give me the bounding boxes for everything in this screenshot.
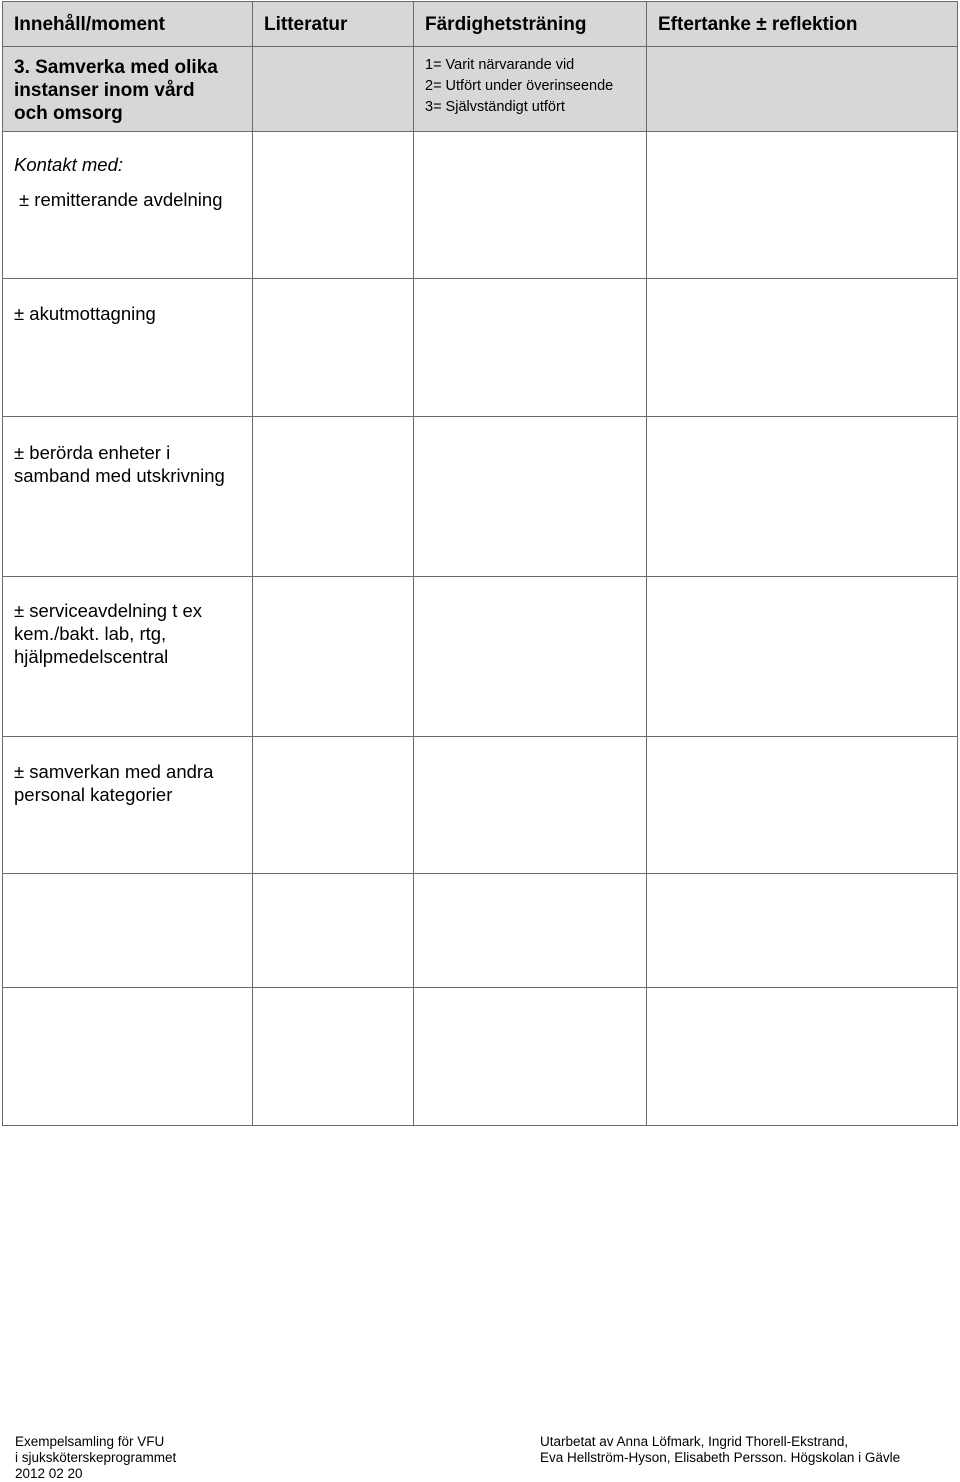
header-content: Innehåll/moment — [3, 2, 253, 47]
reflection-cell[interactable] — [647, 988, 958, 1126]
course-table — [2, 1, 958, 1126]
scale-level-2: 2= Utfört under överinseende — [425, 78, 614, 94]
literature-cell[interactable] — [253, 988, 414, 1126]
table-row-empty — [3, 988, 958, 1126]
scale-cell — [414, 47, 647, 132]
content-cell: ± berörda enheter i samband med utskrivning — [3, 417, 253, 577]
scale-level-1: 1= Varit närvarande vid — [425, 57, 575, 73]
table-row — [3, 577, 958, 737]
literature-cell[interactable] — [253, 737, 414, 874]
literature-cell[interactable] — [253, 577, 414, 737]
subheader-reflection-cell — [647, 47, 958, 132]
content-cell: ± akutmottagning — [3, 279, 253, 417]
skills-cell[interactable] — [414, 132, 647, 279]
content-cell[interactable] — [3, 988, 253, 1126]
literature-cell[interactable] — [253, 417, 414, 577]
content-cell: ± samverkan med andra personal kategorier — [3, 737, 253, 874]
header-literature: Litteratur — [253, 2, 414, 47]
skills-cell[interactable] — [414, 279, 647, 417]
table-row — [3, 737, 958, 874]
skills-cell[interactable] — [414, 737, 647, 874]
skills-cell[interactable] — [414, 577, 647, 737]
skills-cell[interactable] — [414, 874, 647, 988]
literature-cell[interactable] — [253, 874, 414, 988]
reflection-cell[interactable] — [647, 577, 958, 737]
reflection-cell[interactable] — [647, 737, 958, 874]
literature-cell[interactable] — [253, 132, 414, 279]
skills-cell[interactable] — [414, 988, 647, 1126]
table-row — [3, 417, 958, 577]
subheader-literature-cell — [253, 47, 414, 132]
footer-right: Utarbetat av Anna Löfmark, Ingrid Thorell-Ekstrand, Eva Hellström-Hyson, Elisabeth Persson. Högskolan i Gävle — [540, 1434, 901, 1465]
table-row — [3, 279, 958, 417]
reflection-cell[interactable] — [647, 417, 958, 577]
topic-cell: 3. Samverka med olika instanser inom vård och omsorg — [3, 47, 253, 132]
content-cell[interactable] — [3, 874, 253, 988]
reflection-cell[interactable] — [647, 132, 958, 279]
skills-cell[interactable] — [414, 417, 647, 577]
scale-level-3: 3= Självständigt utfört — [425, 99, 565, 115]
reflection-cell[interactable] — [647, 874, 958, 988]
reflection-cell[interactable] — [647, 279, 958, 417]
header-skills: Färdighetsträning — [414, 2, 647, 47]
contact-heading: Kontakt med: — [14, 154, 124, 175]
content-cell: ± serviceavdelning t ex kem./bakt. lab, rtg, hjälpmedelscentral — [3, 577, 253, 737]
header-reflection: Eftertanke ± reflektion — [647, 2, 958, 47]
footer-left: Exempelsamling för VFU i sjuksköterskeprogrammet 2012 02 20 — [15, 1434, 177, 1481]
table-row-empty — [3, 874, 958, 988]
header-row — [3, 2, 958, 47]
table-row — [3, 132, 958, 279]
subheader-row — [3, 47, 958, 132]
content-cell: Kontakt med: ± remitterande avdelning — [3, 132, 253, 279]
literature-cell[interactable] — [253, 279, 414, 417]
